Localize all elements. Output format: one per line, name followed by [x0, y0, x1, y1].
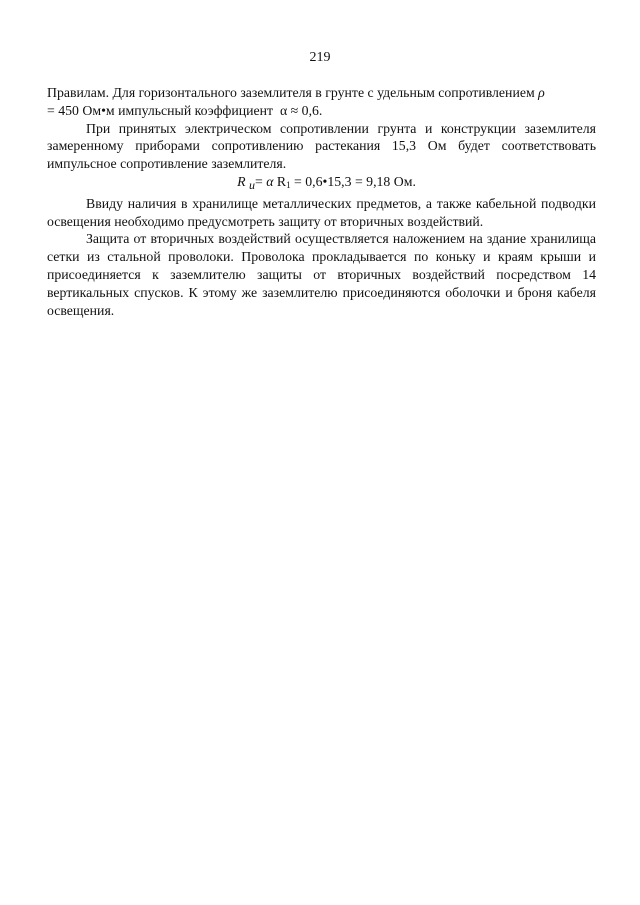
formula-rest: = 0,6•15,3 = 9,18 Ом.: [294, 173, 416, 189]
alpha-symbol: α: [279, 102, 288, 118]
page-number: 219: [309, 50, 331, 65]
formula-r1: R: [276, 173, 287, 189]
paragraph-1-text: Правилам. Для горизонтального заземлителя в грунте с удельным сопротивлением: [47, 85, 535, 100]
paragraph-4: Защита от вторичных воздействий осуществляется наложением на здание хранилища сетки из стальной проволоки. Проволока прокладывается по коньку и краям крыши и присоединяется к заземлителю защиты от вторичных воздействий посредством 14 вертикальных спусков. К этому же заземлителю присоединяются оболочки и броня кабеля освещения.: [47, 231, 596, 318]
formula-alpha: α: [266, 173, 274, 189]
formula-r: R: [237, 173, 246, 189]
paragraph-1-line2: = 450 Ом•м импульсный коэффициент: [47, 102, 274, 118]
rho-symbol: ρ: [538, 85, 545, 100]
paragraph-1: [47, 84, 596, 120]
formula-equals: =: [254, 173, 263, 189]
paragraph-1-tail: ≈ 0,6.: [290, 102, 323, 118]
body-text: [47, 84, 596, 319]
paragraph-3: Ввиду наличия в хранилище металлических предметов, а также кабельной подводки освещения необходимо предусмотреть защиту от вторичных воздействий.: [47, 195, 596, 229]
formula-sub-u: u: [248, 177, 255, 192]
formula-sub-1: 1: [286, 179, 291, 190]
paragraph-2: При принятых электрическом сопротивлении грунта и конструкции заземлителя замеренному приборами сопротивлению растекания 15,3 Ом будет соответствовать импульсное сопротивление заземлителя.: [47, 120, 596, 172]
formula: [47, 173, 596, 195]
